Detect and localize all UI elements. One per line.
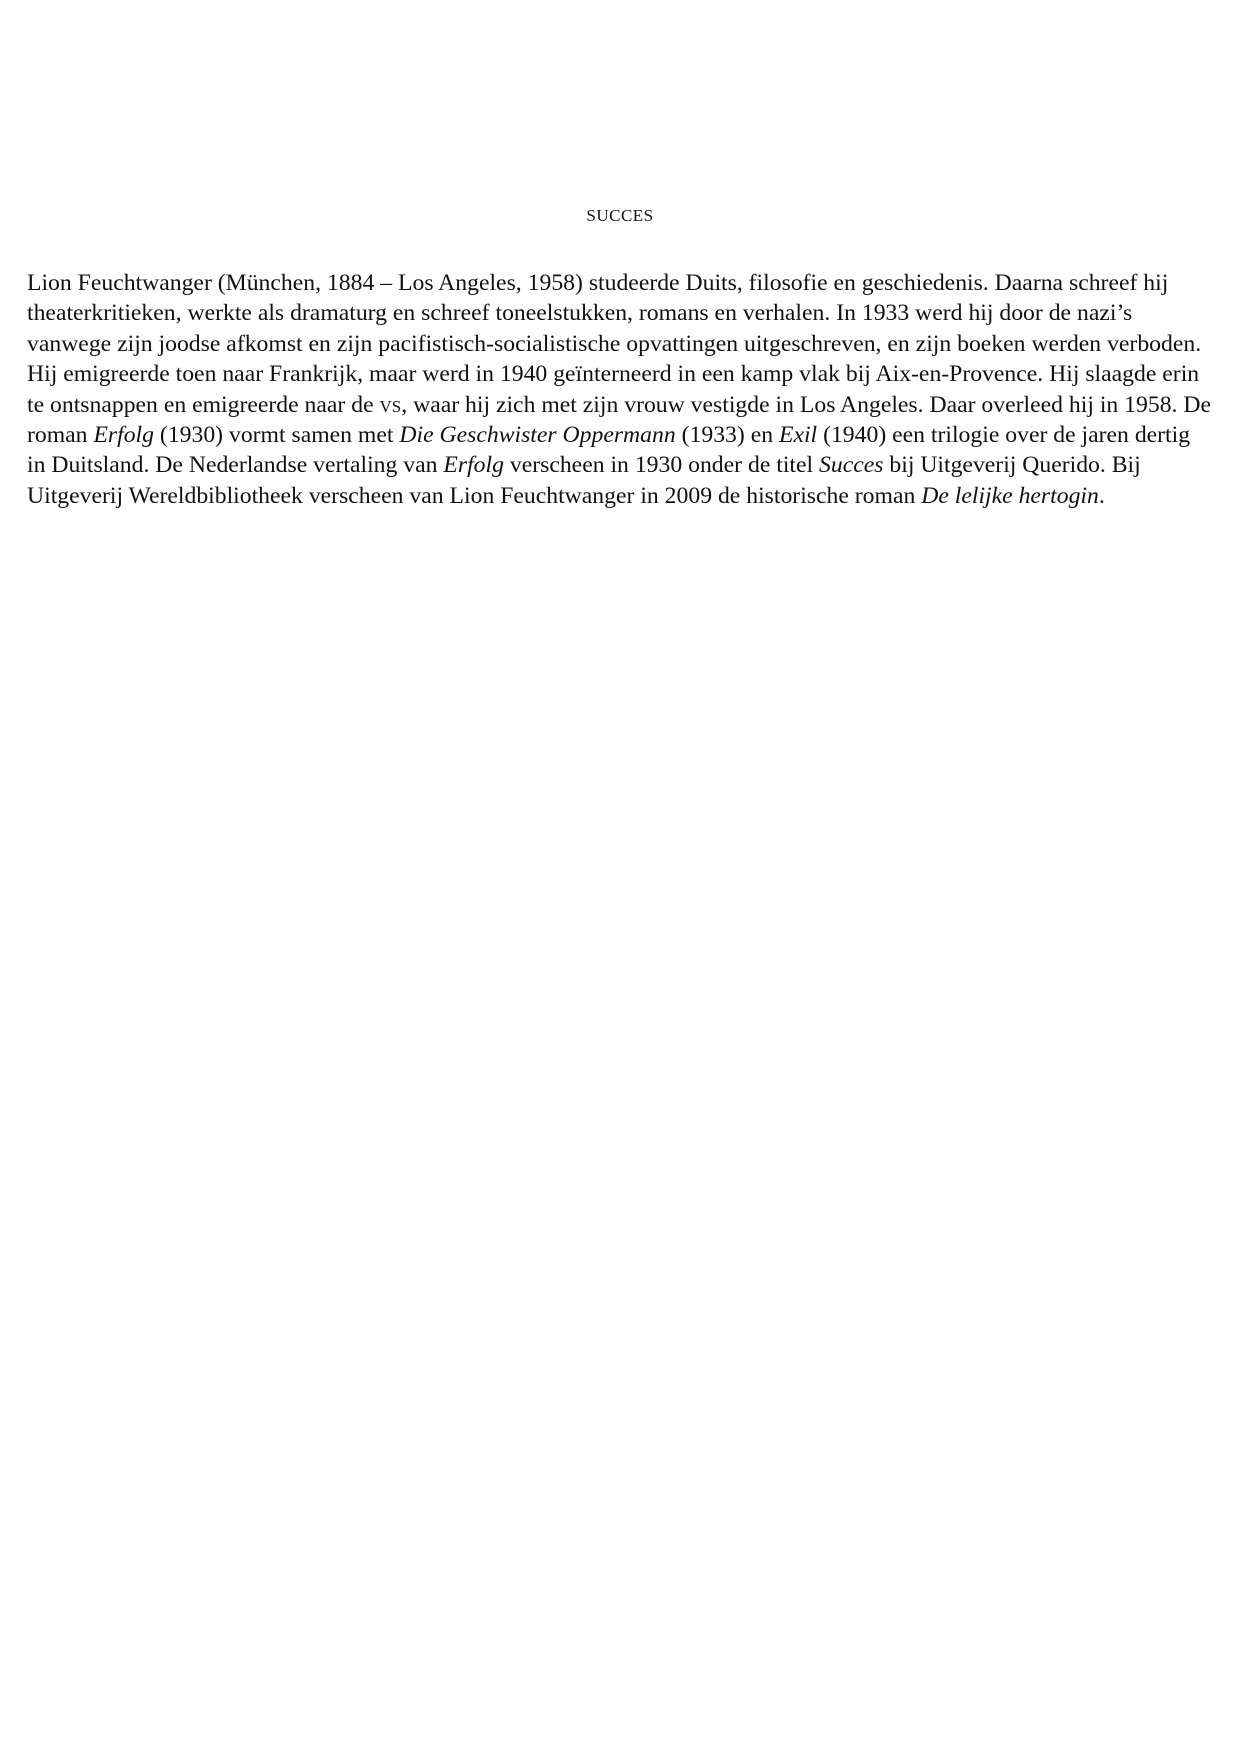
bio-text: verscheen in 1930 onder de titel [503, 452, 820, 479]
author-biography [27, 268, 1213, 511]
bio-text: . [1098, 482, 1105, 509]
bio-text: , waar hij zich met zijn vrouw vestigde in Los Angeles. Daar overleed hij in 1958. De roman [27, 391, 1212, 449]
book-title-erfolg: Erfolg [443, 452, 504, 479]
book-title-exil: Exil [778, 422, 818, 449]
bio-text: Lion Feuchtwanger (München, 1884 – Los Angeles, 1958) studeerde Duits, filosofie en geschiedenis. Daarna schreef hij theaterkritieken, werkte als dramaturg en schreef toneelstukken, romans en verhalen. In 1933 werd hij door de nazi’s vanwege zijn joodse afkomst en zijn pacifistisch-socialistische opvattingen uitgeschreven, en zijn boeken werden verboden. Hij emigreerde toen naar Frankrijk, maar werd in 1940 geïnterneerd in een kamp vlak bij Aix-en-Provence. Hij slaagde erin te ontsnappen en emigreerde naar de [27, 270, 1202, 418]
bio-abbreviation-vs: vs [379, 391, 402, 418]
book-title-lelijke-hertogin: De lelijke hertogin [921, 482, 1099, 509]
book-title-erfolg: Erfolg [93, 422, 154, 449]
running-head: SUCCES [586, 206, 654, 225]
bio-text: (1940) een trilogie over de jaren dertig in Duitsland. De Nederlandse vertaling van [27, 422, 1191, 479]
book-title-geschwister-oppermann: Die Geschwister Oppermann [399, 422, 676, 449]
book-title-succes: Succes [819, 452, 884, 479]
bio-text: bij Uitgeverij Querido. Bij Uitgeverij Wereldbibliotheek verscheen van Lion Feuchtwanger in 2009 de historische roman [27, 452, 1141, 509]
bio-text: (1933) en [675, 422, 779, 449]
bio-text: (1930) vormt samen met [153, 422, 400, 449]
